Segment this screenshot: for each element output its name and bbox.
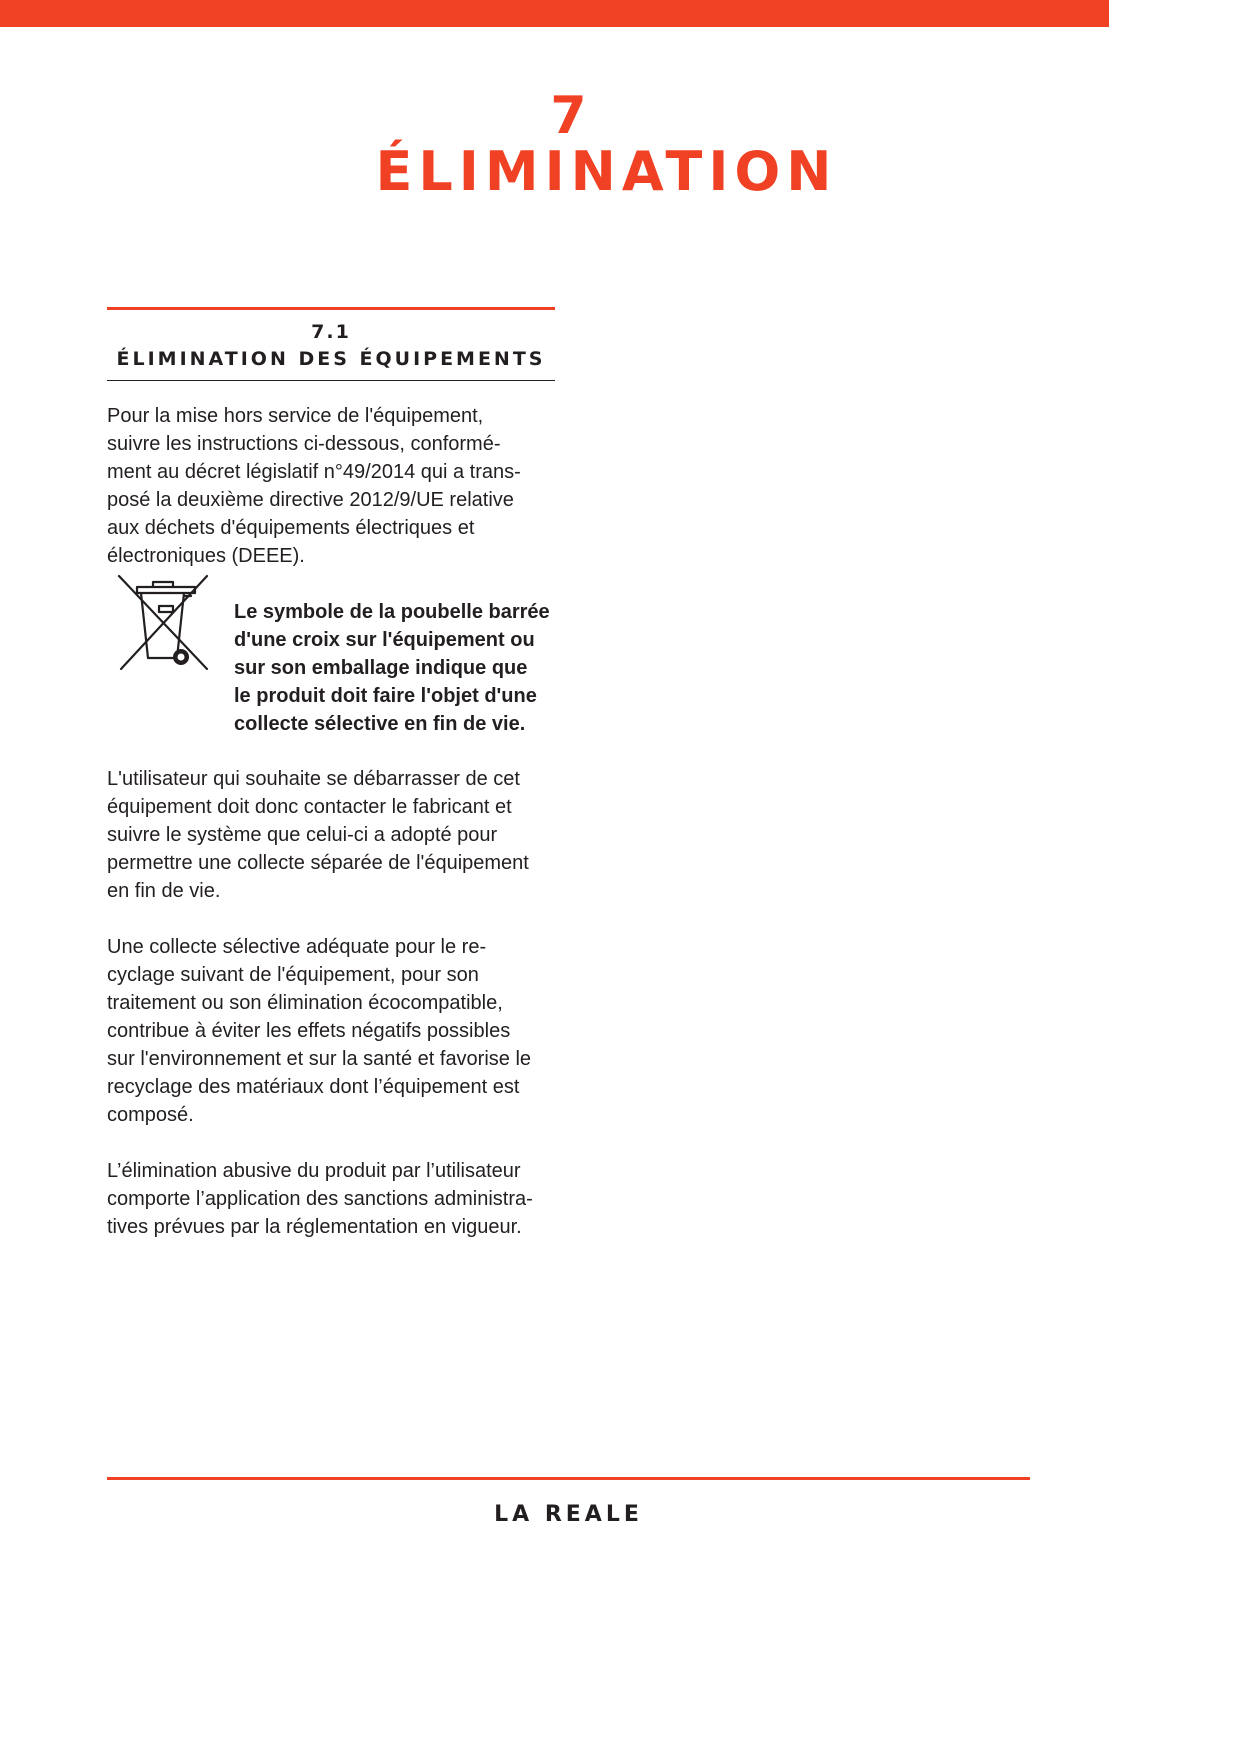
section-number: 7.1 bbox=[311, 321, 351, 343]
chapter-title: ÉLIMINATION bbox=[375, 140, 838, 203]
intro-paragraph: Pour la mise hors service de l'équipement, suivre les instructions ci-dessous, conformé- ment au décret législatif n°49/2014 qui a trans- posé la deuxième directive 2012/9/UE relative aux déchets d'équipements électriques et électroniques (DEEE). bbox=[107, 405, 521, 567]
user-disposal-paragraph: L'utilisateur qui souhaite se débarrasser de cet équipement doit donc contacter le fabricant et suivre le système que celui-ci a adopté pour permettre une collecte séparée de l'équipement en fin de vie. bbox=[107, 768, 529, 902]
footer-divider bbox=[107, 1477, 1030, 1480]
chapter-number: 7 bbox=[550, 86, 587, 146]
section-divider-bottom bbox=[107, 380, 555, 381]
top-accent-bar bbox=[0, 0, 1109, 27]
section-divider-top bbox=[107, 307, 555, 310]
footer-brand: LA REALE bbox=[494, 1502, 643, 1527]
crossed-out-wheelie-bin-icon bbox=[115, 572, 213, 672]
weee-symbol-callout: Le symbole de la poubelle barrée d'une croix sur l'équipement ou sur son emballage indique que le produit doit faire l'objet d'une collecte sélective en fin de vie. bbox=[234, 601, 550, 735]
selective-collection-paragraph: Une collecte sélective adéquate pour le re- cyclage suivant de l'équipement, pour son traitement ou son élimination écocompatible, contribue à éviter les effets négatifs possibles sur l'environnement et sur la santé et favorise le recyclage des matériaux dont l’équipement est composé. bbox=[107, 936, 532, 1126]
sanctions-paragraph: L’élimination abusive du produit par l’utilisateur comporte l’application des sanctions administra- tives prévues par la réglementation en vigueur. bbox=[107, 1160, 533, 1238]
section-title: ÉLIMINATION DES ÉQUIPEMENTS bbox=[116, 348, 546, 370]
